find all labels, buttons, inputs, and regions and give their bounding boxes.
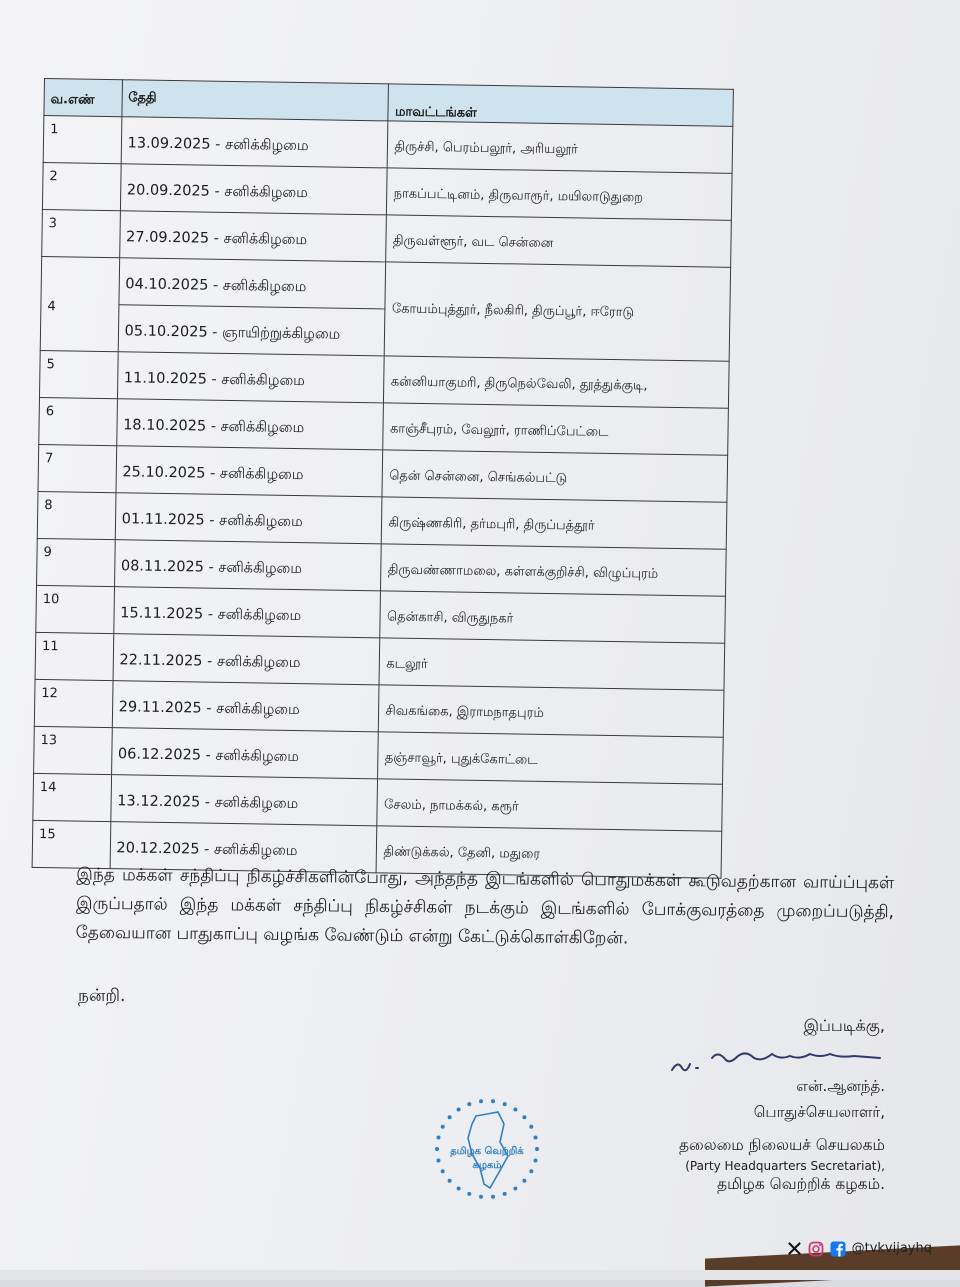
instagram-icon (808, 1240, 825, 1257)
cell-districts-text: தஞ்சாவூர், புதுக்கோட்டை (384, 750, 538, 768)
cell-districts-text: கோயம்புத்தூர், நீலகிரி, திருப்பூர், ஈரோடு (391, 300, 635, 320)
cell-date (119, 258, 387, 309)
cell-districts (382, 450, 727, 502)
signatory-office-english: (Party Headquarters Secretariat), (685, 1159, 885, 1173)
cell-date-text: 25.10.2025 - சனிக்கிழமை (122, 464, 304, 484)
thanks-text: நன்றி. (78, 986, 126, 1006)
signatory-designation: பொதுச்செயலாளர், (753, 1103, 885, 1121)
seal-star (491, 1099, 495, 1103)
seal-star (522, 1179, 526, 1183)
cell-date (113, 587, 381, 638)
cell-districts-text: கிருஷ்ணகிரி, தர்மபுரி, திருப்பத்தூர் (388, 515, 595, 534)
seal-star (441, 1125, 445, 1129)
seal-text-line2: கழகம் (472, 1160, 502, 1171)
seal-star (437, 1159, 441, 1163)
cell-date-text: 22.11.2025 - சனிக்கிழமை (119, 652, 301, 672)
cell-serial-number: 3 (42, 209, 120, 257)
cell-districts (380, 591, 725, 643)
seal-star (513, 1187, 517, 1191)
cell-serial-number: 4 (40, 256, 119, 351)
cell-districts (388, 121, 733, 173)
seal-star (467, 1192, 471, 1196)
cell-serial-number: 8 (37, 491, 115, 539)
cell-districts-text: கடலூர் (386, 656, 428, 673)
cell-districts-text: திருவண்ணாமலை, கள்ளக்குறிச்சி, விழுப்புரம் (387, 562, 659, 582)
seal-text-line1: தமிழக வெற்றிக் (450, 1146, 524, 1157)
cell-date-text: 01.11.2025 - சனிக்கிழமை (121, 511, 303, 531)
cell-date (110, 775, 378, 826)
cell-date-text: 20.09.2025 - சனிக்கிழமை (126, 182, 308, 202)
party-seal (428, 1094, 546, 1204)
cell-serial-number: 14 (33, 773, 111, 821)
cell-districts (383, 403, 728, 455)
cell-districts-text: தென் சென்னை, செங்கல்பட்டு (389, 468, 568, 487)
cell-districts (379, 685, 724, 737)
cell-districts-text: கன்னியாகுமரி, திருநெல்வேலி, தூத்துக்குடி, (390, 374, 648, 394)
cell-districts-text: சிவகங்கை, இராமநாதபுரம் (385, 703, 544, 721)
cell-districts (384, 356, 729, 408)
social-handles (786, 1240, 932, 1257)
handwritten-signature (668, 1040, 888, 1080)
cell-date-text: 20.12.2025 - சனிக்கிழமை (116, 840, 298, 860)
seal-star (503, 1192, 507, 1196)
cell-date (113, 634, 381, 685)
cell-date-text: 27.09.2025 - சனிக்கிழமை (125, 229, 308, 249)
social-handle-text: @tvkvijayhq (851, 1241, 932, 1256)
party-name: தமிழக வெற்றிக் கழகம். (717, 1175, 885, 1193)
seal-star (448, 1179, 452, 1183)
cell-date-text: 06.12.2025 - சனிக்கிழமை (117, 746, 300, 766)
closing-text: இப்படிக்கு, (803, 1016, 885, 1035)
cell-date-text: 04.10.2025 - சனிக்கிழமை (125, 276, 307, 296)
seal-star (448, 1115, 452, 1119)
seal-star (513, 1108, 517, 1112)
seal-star (441, 1169, 445, 1173)
cell-date-text: 18.10.2025 - சனிக்கிழமை (123, 417, 305, 437)
cell-districts (386, 215, 731, 267)
seal-star (457, 1108, 461, 1112)
cell-date-text: 15.11.2025 - சனிக்கிழமை (120, 605, 302, 625)
cell-date (118, 305, 386, 356)
cell-date (121, 117, 389, 168)
cell-districts (385, 262, 731, 361)
cell-serial-number: 10 (36, 585, 114, 633)
cell-date (112, 681, 380, 732)
table-body (32, 116, 733, 879)
cell-districts (377, 779, 722, 831)
seal-star (534, 1136, 538, 1140)
seal-star (435, 1147, 439, 1151)
cell-districts-text: தென்காசி, விருதுநகர் (386, 609, 514, 627)
signatory-name: என்.ஆனந்த். (796, 1077, 885, 1095)
cell-date-text: 08.11.2025 - சனிக்கிழமை (120, 558, 303, 578)
x-icon (786, 1240, 803, 1257)
seal-star (503, 1102, 507, 1106)
seal-star (522, 1115, 526, 1119)
seal-star (467, 1102, 471, 1106)
cell-date (120, 164, 388, 215)
cell-serial-number: 2 (42, 162, 120, 210)
cell-serial-number: 9 (37, 538, 115, 586)
cell-districts-text: காஞ்சீபுரம், வேலூர், ராணிப்பேட்டை (389, 421, 609, 440)
cell-date-text: 13.12.2025 - சனிக்கிழமை (117, 793, 299, 813)
cell-districts (387, 168, 732, 220)
seal-star (457, 1187, 461, 1191)
cell-districts (381, 544, 726, 596)
cell-date (116, 399, 384, 450)
seal-star (437, 1136, 441, 1140)
cell-date-text: 11.10.2025 - சனிக்கிழமை (123, 370, 306, 390)
cell-districts (378, 732, 723, 784)
cell-districts-text: திருச்சி, பெரம்பலூர், அரியலூர் (394, 139, 579, 158)
cell-districts-text: திருவள்ளூர், வட சென்னை (392, 233, 554, 252)
cell-districts-text: நாகப்பட்டினம், திருவாரூர், மயிலாடுதுறை (393, 186, 644, 206)
header-districts-label: மாவட்டங்கள் (394, 104, 477, 121)
cell-serial-number: 5 (39, 350, 117, 398)
cell-serial-number: 12 (34, 679, 112, 727)
cell-date-text: 13.09.2025 - சனிக்கிழமை (127, 135, 309, 155)
seal-star (479, 1099, 483, 1103)
cell-districts-text: திண்டுக்கல், தேனி, மதுரை (383, 844, 541, 862)
seal-star (529, 1125, 533, 1129)
seal-star (534, 1159, 538, 1163)
cell-date (111, 728, 379, 779)
schedule-table (32, 78, 734, 879)
cell-districts-text: சேலம், நாமக்கல், கரூர் (383, 797, 519, 815)
seal-star (491, 1195, 495, 1199)
request-paragraph: இந்த மக்கள் சந்திப்பு நிகழ்ச்சிகளின்போது, அந்தந்த இடங்களில் பொதுமக்கள் கூடுவதற்கான வாய்ப்புகள் இருப்பதால் இந்த மக்கள் சந்திப்பு நிகழ்ச்சிகள் நடக்கும் இடங்களில் போக்குவரத்தை முறைப்படுத்தி, தேவையான பாதுகாப்பு வழங்க வேண்டும் என்று கேட்டுக்கொள்கிறேன். (75, 864, 895, 949)
cell-serial-number: 11 (35, 632, 113, 680)
cell-serial-number: 6 (39, 397, 117, 445)
cell-date (115, 493, 383, 544)
signatory-office: தலைமை நிலையச் செயலகம் (678, 1136, 885, 1154)
cell-serial-number: 7 (38, 444, 116, 492)
cell-districts (382, 497, 727, 549)
header-districts (388, 84, 733, 126)
seal-star (529, 1169, 533, 1173)
facebook-icon (830, 1240, 847, 1257)
cell-districts (379, 638, 724, 690)
seal-star (535, 1147, 539, 1151)
cell-date-text: 05.10.2025 - ஞாயிற்றுக்கிழமை (124, 323, 341, 343)
cell-date-text: 29.11.2025 - சனிக்கிழமை (118, 699, 300, 719)
seal-star (479, 1195, 483, 1199)
cell-serial-number: 1 (43, 116, 121, 164)
cell-date (116, 446, 384, 497)
header-serial-number: வ.எண் (44, 79, 122, 117)
header-date: தேதி (121, 80, 388, 121)
cell-date (114, 540, 382, 591)
cell-serial-number: 13 (34, 726, 112, 774)
bottom-edge-shadow (0, 1270, 960, 1280)
cell-date (117, 352, 385, 403)
cell-serial-number: 15 (32, 820, 110, 868)
cell-date (119, 211, 387, 262)
